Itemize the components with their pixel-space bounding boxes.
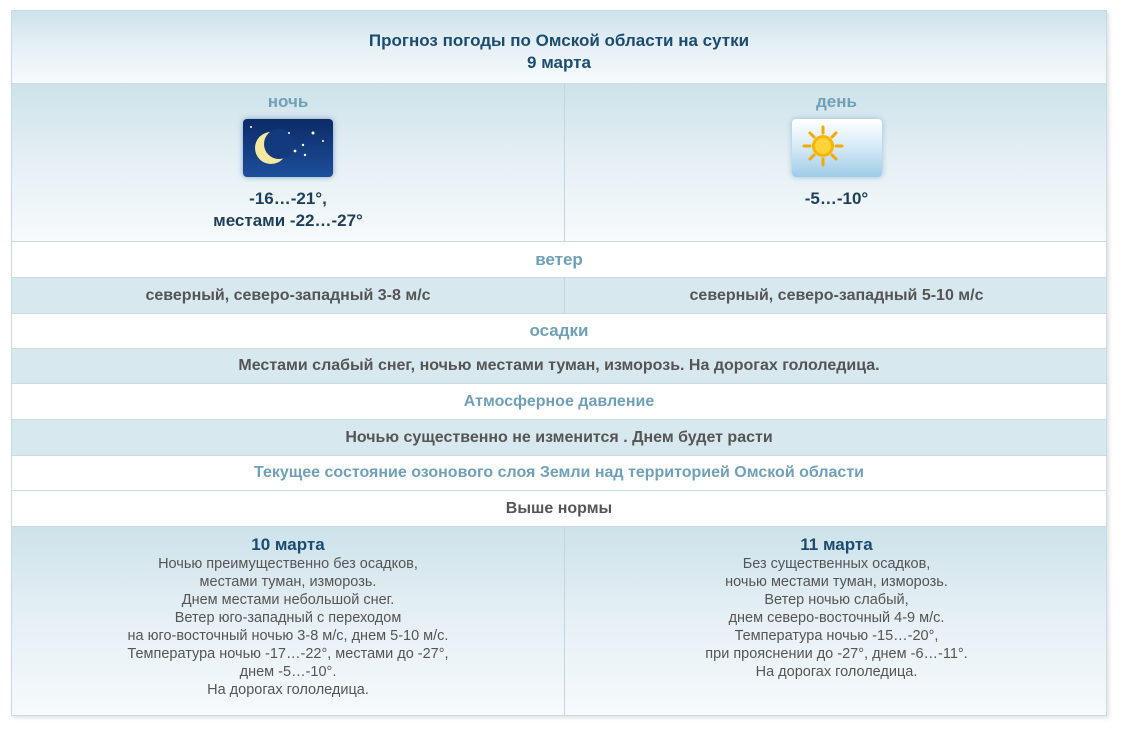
wind-values-row	[12, 278, 1106, 314]
forecast-day-2-line: ночью местами туман, изморозь.	[725, 574, 948, 590]
wind-label: ветер	[535, 250, 583, 269]
precipitation-value-row	[12, 349, 1106, 384]
forecast-day-2	[565, 527, 1108, 715]
forecast-day-1-line: Ветер юго-западный с переходом	[174, 610, 402, 626]
ozone-label-row	[12, 456, 1106, 491]
precipitation-label: осадки	[529, 321, 589, 340]
pressure-value-row	[12, 420, 1106, 456]
night-label: ночь	[267, 92, 309, 111]
night-cell	[12, 84, 564, 241]
forecast-day-1	[12, 527, 564, 715]
ozone-value: Выше нормы	[505, 500, 613, 517]
forecast-day-1-line: местами туман, изморозь.	[199, 574, 377, 590]
ozone-label: Текущее состояние озонового слоя Земли над территорией Омской области	[253, 464, 864, 481]
forecast-day-2-line: Без существенных осадков,	[742, 556, 931, 572]
title-line-1: Прогноз погоды по Омской области на сутки	[368, 31, 750, 50]
day-night-row	[12, 84, 1106, 242]
night-temperature	[12, 188, 564, 232]
precipitation-label-row	[12, 314, 1106, 349]
forecast-day-2-line: Температура ночью -15…-20°,	[734, 628, 939, 644]
pressure-label: Атмосферное давление	[463, 393, 655, 410]
forecast-day-1-line: на юго-восточный ночью 3-8 м/с, днем 5-10 м/с.	[127, 628, 449, 644]
forecast-day-2-date: 11 марта	[800, 535, 873, 554]
sun-icon	[792, 119, 882, 177]
night-temp-line-1: -16…-21°,	[249, 189, 327, 208]
pressure-value: Ночью существенно не изменится . Днем будет расти	[345, 429, 773, 446]
precipitation-value: Местами слабый снег, ночью местами туман, изморозь. На дорогах гололедица.	[238, 357, 880, 374]
forecast-day-1-line: Температура ночью -17…-22°, местами до -27°,	[127, 646, 449, 662]
forecast-day-2-line: днем северо-восточный 4-9 м/с.	[728, 610, 945, 626]
forecast-header	[12, 11, 1106, 84]
moon-stars-icon	[243, 119, 333, 177]
extended-forecast-row	[12, 527, 1106, 715]
forecast-day-2-line: при прояснении до -27°, днем -6…-11°.	[705, 646, 968, 662]
weather-widget	[11, 10, 1107, 716]
title-date: 9 марта	[527, 53, 591, 72]
forecast-day-2-line: На дорогах гололедица.	[755, 664, 918, 680]
pressure-label-row	[12, 384, 1106, 420]
day-label: день	[816, 92, 857, 111]
forecast-day-1-date: 10 марта	[251, 535, 325, 554]
forecast-day-2-line: Ветер ночью слабый,	[764, 592, 909, 608]
night-temp-line-2: местами -22…-27°	[213, 211, 363, 230]
day-cell	[565, 84, 1108, 241]
forecast-day-1-line: днем -5…-10°.	[239, 664, 337, 680]
day-temp-line-1: -5…-10°	[804, 189, 869, 208]
wind-label-row	[12, 242, 1106, 278]
wind-day-value: северный, северо-западный 5-10 м/с	[689, 287, 984, 304]
wind-night-value: северный, северо-западный 3-8 м/с	[145, 287, 431, 304]
day-temperature	[565, 188, 1108, 210]
page-title	[12, 11, 1106, 74]
ozone-value-row	[12, 491, 1106, 527]
forecast-day-1-line: Ночью преимущественно без осадков,	[158, 556, 418, 572]
forecast-day-1-line: На дорогах гололедица.	[207, 682, 369, 698]
forecast-day-1-line: Днем местами небольшой снег.	[181, 592, 395, 608]
